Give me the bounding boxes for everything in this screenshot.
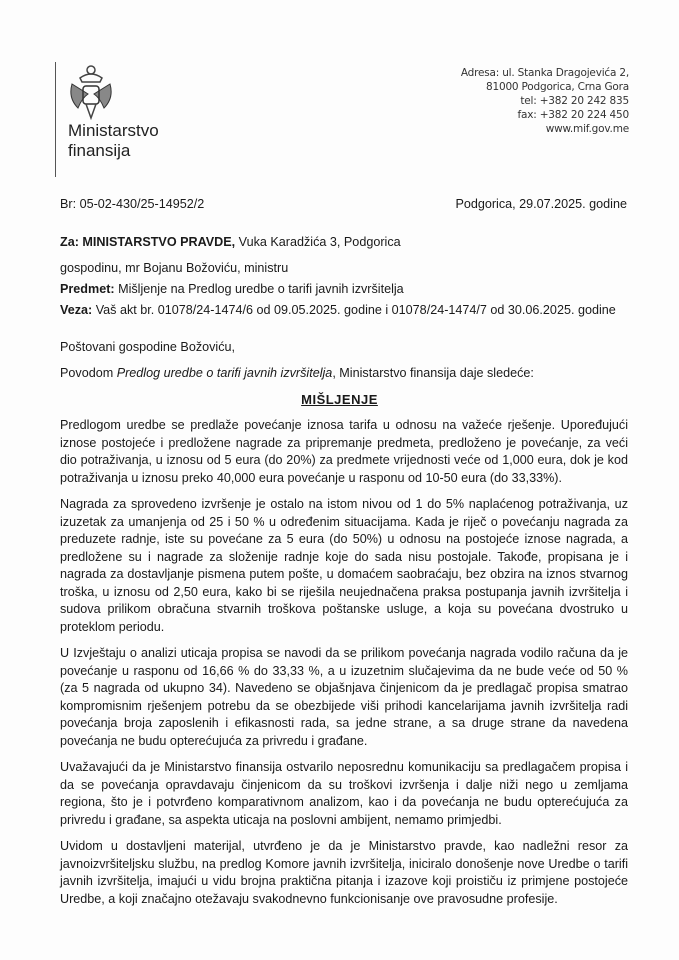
reference-line [60, 303, 616, 317]
address-line: 81000 Podgorica, Crna Gora [486, 81, 629, 93]
address-line: Adresa: ul. Stanka Dragojevića 2, [460, 67, 629, 79]
fax: fax: +382 20 224 450 [517, 109, 629, 121]
paragraph: Predlogom uredbe se predlaže povećanje iznosa tarifa u odnosu na važeće rješenje. Upoređujući iznose postojeće i predložene nagrade za pripremanje predmeta, predloženo je povećanje, za veći dio potraživanja, u iznosu od 5 eura (do 20%) za predmete vrijednosti veće od 1,000 eura, dok je kod potraživanja u iznosu preko 40,000 eura povećanje u rasponu od 10-50 eura (do 33,33%). [60, 418, 628, 485]
reference-text: Vaš akt br. 01078/24-1474/6 od 09.05.2025. godine i 01078/24-1474/7 od 30.06.2025. godine [92, 303, 616, 317]
ministry-name-line1: Ministarstvo [68, 121, 159, 140]
subject-label: Predmet: [60, 282, 115, 296]
date: Podgorica, 29.07.2025. godine [455, 197, 627, 211]
addressee: gospodinu, mr Bojanu Božoviću, ministru [60, 261, 289, 275]
ministry-name-line2: finansija [68, 141, 131, 160]
opinion-heading: MIŠLJENJE [301, 392, 378, 407]
za-label: Za: [60, 235, 79, 249]
paragraph: Uvidom u dostavljeni materijal, utvrđeno je da je Ministarstvo pravde, kao nadležni resor za javnoizvršiteljsku službu, na predlog Komore javnih izvršitelja, iniciralo donošenje nove Uredbe o tarifi javnih izvršitelja, imajući u vidu brojna praktična pitanja i izazove koji proističu iz primjene postojeće Uredbe, a koji značajno otežavaju svakodnevno funkcionisanje ove pravosudne profesije. [60, 839, 628, 906]
recipient-org: MINISTARSTVO PRAVDE, [82, 235, 236, 249]
recipient-line [60, 235, 401, 249]
phone: tel: +382 20 242 835 [520, 95, 629, 107]
letterhead-divider [55, 62, 56, 177]
intro-post: , Ministarstvo finansija daje sledeće: [332, 366, 534, 380]
subject-text: Mišljenje na Predlog uredbe o tarifi javnih izvršitelja [114, 282, 404, 296]
recipient-address: Vuka Karadžića 3, Podgorica [235, 235, 401, 249]
intro-pre: Povodom [60, 366, 117, 380]
paragraph: Uvažavajući da je Ministarstvo finansija ostvarilo neposrednu komunikaciju sa predlagačem propisa i da se povećanja opravdavaju činjenicom da su troškovi izvršenja i dalje niži nego u zemljama regiona, što je i potvrđeno komparativnom analizom, kao i da povećanja ne budu opterećujuća za privredu i građane, sa aspekta uticaja na poslovni ambijent, nemamo primjedbi. [60, 760, 628, 827]
coat-of-arms-icon [68, 64, 114, 120]
intro-italic: Predlog uredbe o tarifi javnih izvršitelja [116, 366, 333, 380]
paragraph: U Izvještaju o analizi uticaja propisa se navodi da se prilikom povećanja nagrada vodilo računa da je povećanje u rasponu od 16,66 % do 33,33 %, a u izuzetnim slučajevima da ne bude veće od 50 % (za 5 nagrada od ukupno 34). Navedeno se objašnjava činjenicom da je predlagač propisa smatrao kompromisnim rješenjem potrebu da se obezbijede viši prihodi kancelarijama javnih izvršitelja radi povećanja broja zaposlenih i efikasnosti rada, sa jedne strane, a sa druge strane da navedena povećanja ne budu opterećujuća za privredu i građane. [60, 646, 628, 748]
website-link[interactable]: www.mif.gov.me [545, 123, 629, 135]
intro-line [60, 366, 534, 380]
salutation: Poštovani gospodine Božoviću, [60, 340, 236, 354]
reference-label: Veza: [60, 303, 93, 317]
paragraph: Nagrada za sprovedeno izvršenje je ostalo na istom nivou od 1 do 5% naplaćenog potraživanja, uz izuzetak za umanjenja od 25 i 50 % u određenim situacijama. Kada je riječ o povećanju nagrada za preduzete radnje, iste su povećane za 5 eura (do 50%) u odnosu na postojeće iznose nagrada, a predložene su i nagrade za složenije radnje koje do sada nisu postojale. Takođe, propisana je i nagrada za dostavljanje pismena putem pošte, u domaćem saobraćaju, bez obzira na iznos stvarnog troška, u iznosu od 2,50 eura, kako bi se riješila neujednačena praksa postupanja javnih izvršitelja i sudova prilikom obračuna stvarnih troškova poštanske usluge, a koja su povećana dvostruko u proteklom periodu. [60, 497, 628, 634]
subject-line [60, 282, 404, 296]
document-body [60, 417, 628, 917]
ministry-name [68, 121, 159, 161]
reference-number: Br: 05-02-430/25-14952/2 [60, 197, 205, 211]
address-block [461, 66, 629, 136]
